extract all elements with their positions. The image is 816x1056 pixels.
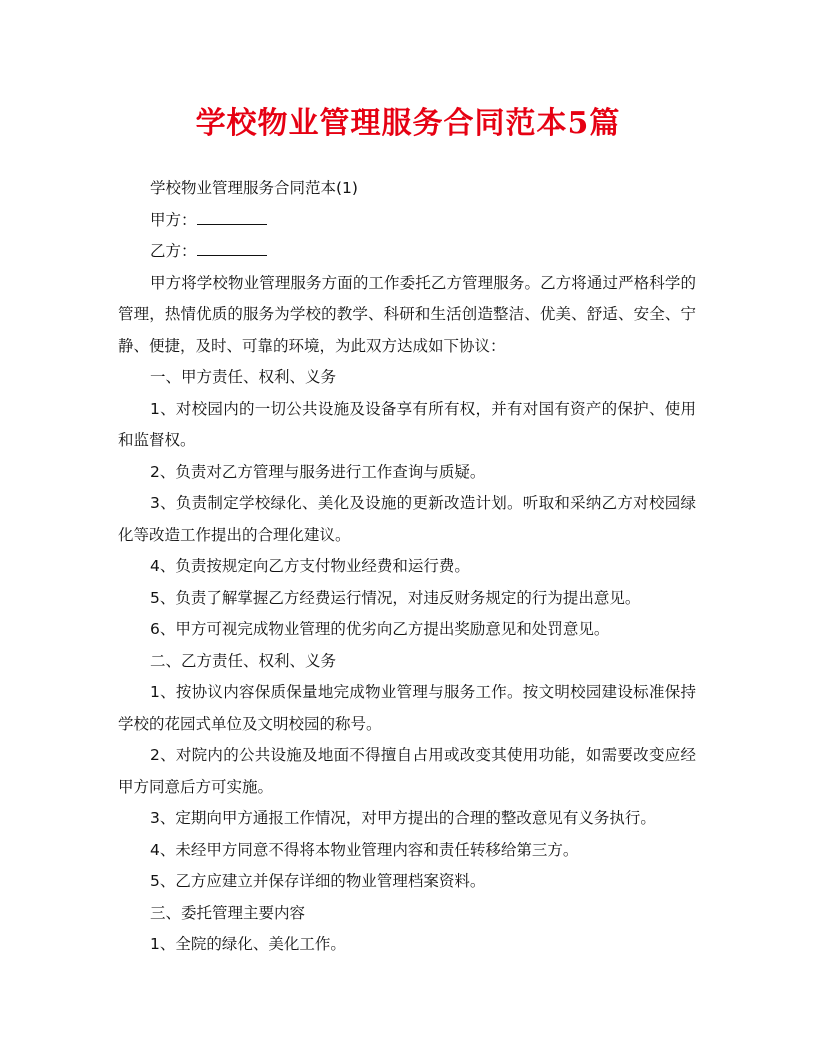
paragraph: 3、定期向甲方通报工作情况，对甲方提出的合理的整改意见有义务执行。 <box>150 809 656 827</box>
document-title: 学校物业管理服务合同范本5篇 <box>195 106 621 141</box>
party-b-label: 乙方： <box>150 242 197 260</box>
paragraph: 5、乙方应建立并保存详细的物业管理档案资料。 <box>150 872 486 890</box>
party-b-blank <box>197 237 267 256</box>
party-a-blank <box>197 206 267 225</box>
paragraph: 1、对校园内的一切公共设施及设备享有所有权，并有对国有资产的保护、使用和监督权。 <box>118 399 696 449</box>
paragraph: 1、全院的绿化、美化工作。 <box>150 935 346 953</box>
paragraph: 5、负责了解掌握乙方经费运行情况，对违反财务规定的行为提出意见。 <box>150 588 641 607</box>
paragraph: 2、对院内的公共设施及地面不得擅自占用或改变其使用功能，如需要改变应经甲方同意后方可实施。 <box>118 746 696 796</box>
section-heading: 二、乙方责任、权利、义务 <box>150 651 337 670</box>
party-a-line <box>118 205 696 237</box>
paragraph: 4、负责按规定向乙方支付物业经费和运行费。 <box>150 557 470 575</box>
section-heading: 一、甲方责任、权利、义务 <box>150 368 337 386</box>
paragraph: 1、按协议内容保质保量地完成物业管理与服务工作。按文明校园建设标准保持学校的花园式单位及文明校园的称号。 <box>118 683 696 733</box>
contract-heading: 学校物业管理服务合同范本(1) <box>150 179 358 197</box>
paragraph: 4、未经甲方同意不得将本物业管理内容和责任转移给第三方。 <box>150 840 579 859</box>
section-heading: 三、委托管理主要内容 <box>150 903 306 922</box>
party-a-label: 甲方： <box>150 210 197 229</box>
paragraph: 6、甲方可视完成物业管理的优劣向乙方提出奖励意见和处罚意见。 <box>150 620 610 638</box>
paragraph: 3、负责制定学校绿化、美化及设施的更新改造计划。听取和采纳乙方对校园绿化等改造工作提出的合理化建议。 <box>118 494 696 544</box>
paragraph: 2、负责对乙方管理与服务进行工作查询与质疑。 <box>150 462 486 481</box>
document-body <box>118 173 696 961</box>
paragraph: 甲方将学校物业管理服务方面的工作委托乙方管理服务。乙方将通过严格科学的管理，热情优质的服务为学校的教学、科研和生活创造整洁、优美、舒适、安全、宁静、便捷，及时、可靠的环境，为此双方达成如下协议： <box>118 273 696 355</box>
party-b-line <box>118 236 696 268</box>
